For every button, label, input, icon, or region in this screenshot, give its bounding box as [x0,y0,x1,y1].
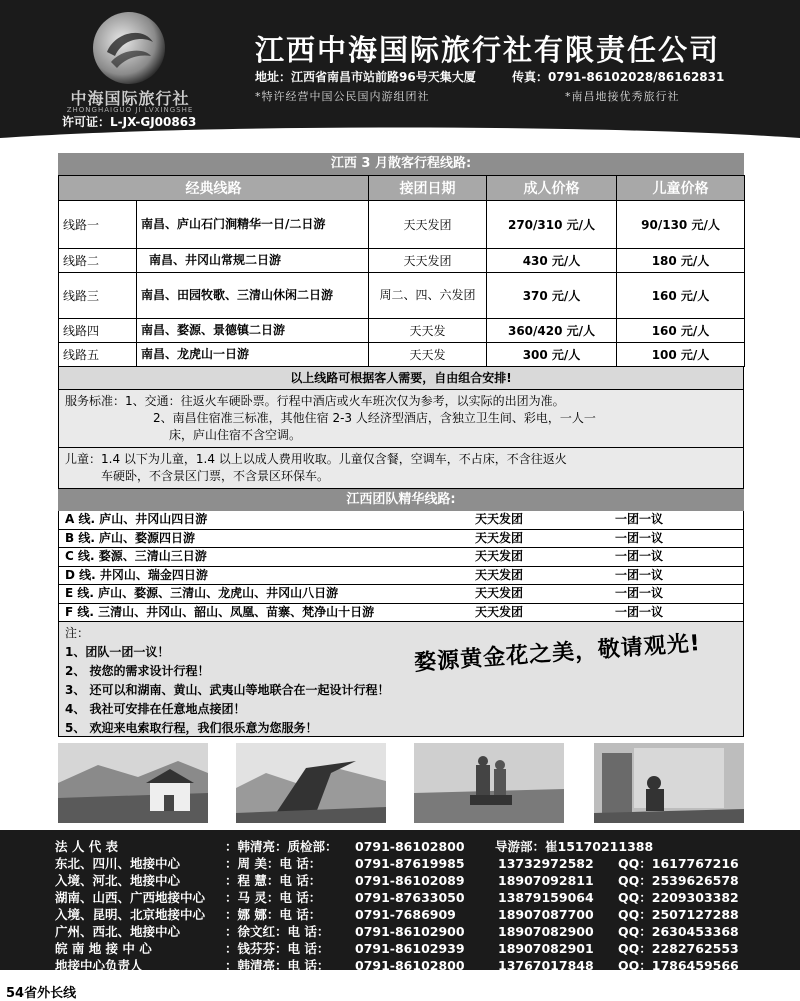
route-id: 线路一 [59,201,137,249]
note-line: 1、团队一团一议！ [65,645,170,659]
main-content [58,153,744,737]
route-id: 线路四 [59,319,137,343]
contacts-section [0,830,800,973]
contact-qq: QQ：2539626578 [618,873,739,888]
children-policy [58,448,744,489]
header-adult-price: 成人价格 [487,176,617,201]
route-child-price: 90/130 元/人 [617,201,745,249]
service-line: 服务标准：1、交通：往返火车硬卧票。行程中酒店或火车班次仅为参考，以实际的出团为准。 [65,394,565,408]
contact-label: 东北、四川、地接中心 [55,856,181,871]
contact-qq: QQ：1617767216 [618,856,739,871]
contact-label: 地接中心负责人 [55,958,143,973]
contact-label: 入境、河北、地接中心 [55,873,181,888]
contact-qq: QQ：2507127288 [618,907,739,922]
contact-name: ：娜 娜：电 话： [225,907,322,922]
combine-note: 以上线路可根据客人需要，自由组合安排! [58,367,744,390]
group-route-price: 一团一议 [615,604,664,619]
route-date: 天天发团 [369,201,487,249]
photo-monument [236,743,386,823]
contact-label: 入境、昆明、北京地接中心 [55,907,206,922]
note-line: 注： [65,626,90,640]
contact-extra: 导游部：崔15170211388 [495,839,654,854]
contact-name: ：马 灵：电 话： [225,890,322,905]
contact-name: ：周 美：电 话： [225,856,322,871]
group-route-date: 天天发团 [475,586,524,600]
table-row [59,273,745,319]
route-name: 南昌、田园牧歌、三清山休闲二日游 [137,273,369,319]
contact-label: 湖南、山西、广西地接中心 [55,890,206,905]
group-route-date: 天天发团 [475,512,524,526]
route-child-price: 160 元/人 [617,319,745,343]
contact-name: ：程 慧：电 话： [225,873,322,888]
group-route-name: D 线. 井冈山、瑞金四日游 [65,567,208,582]
photo-village [58,743,208,823]
kids-line: 车硬卧，不含景区门票，不含景区环保车。 [101,469,330,483]
group-route-date: 天天发团 [475,530,524,545]
contact-tel: 0791-87633050 [355,890,465,905]
contact-mobile: 13732972582 [498,856,594,871]
list-item [59,604,743,622]
header-classic-route: 经典线路 [59,176,369,201]
photo-statue [414,743,564,823]
contact-tel: 0791-86102900 [355,924,465,939]
company-logo [55,12,205,112]
contact-mobile: 18907092811 [498,873,594,888]
group-route-name: F 线. 三清山、井冈山、韶山、凤凰、苗寨、梵净山十日游 [65,604,375,619]
logo-emblem-icon [93,12,165,84]
service-standard [58,390,744,448]
license-number: 许可证：L-JX-GJ00863 [62,115,197,129]
group-route-date: 天天发团 [475,567,524,582]
contact-mobile: 18907087700 [498,907,594,922]
contact-tel: 0791-86102939 [355,941,465,956]
contact-qq: QQ：1786459566 [618,958,739,973]
list-item [59,585,743,604]
route-name: 南昌、龙虎山一日游 [137,343,369,367]
note-line: 2、 按您的需求设计行程！ [65,664,210,678]
contact-mobile: 13767017848 [498,958,594,973]
contact-qq: QQ：2282762553 [618,941,739,956]
logo-text: 中海国际旅行社 [70,89,190,108]
company-name: 江西中海国际旅行社有限责任公司 [255,33,721,67]
route-name: 南昌、婺源、景德镇二日游 [137,319,369,343]
routes-table [58,175,745,367]
contact-mobile: 18907082900 [498,924,594,939]
contact-name: ：韩清亮：电 话： [225,958,330,973]
route-child-price: 180 元/人 [617,249,745,273]
contact-name: ：徐文红：电 话： [225,924,330,939]
group-routes-title: 江西团队精华线路: [58,489,744,511]
route-child-price: 100 元/人 [617,343,745,367]
group-route-price: 一团一议 [615,530,664,545]
header-wave-divider [0,120,800,140]
slogan-domestic: *特许经营中国公民国内游组团社 [255,90,430,103]
route-adult-price: 360/420 元/人 [487,319,617,343]
header [0,0,800,140]
route-date: 天天发 [369,319,487,343]
contact-tel: 0791-7686909 [355,907,456,922]
routes-title: 江西 3 月散客行程线路: [58,153,744,175]
table-row [59,201,745,249]
route-id: 线路二 [59,249,137,273]
logo-subtext: ZHONGHAIGUO JI LVXINGSHE [66,106,194,114]
notes-section [58,622,744,737]
group-routes-list [58,511,744,622]
company-address: 地址：江西省南昌市站前路96号天集大厦 [255,70,476,84]
table-row [59,343,745,367]
contact-qq: QQ：2630453368 [618,924,739,939]
header-date: 接团日期 [369,176,487,201]
contact-label: 皖 南 地 接 中 心 [55,941,152,956]
slogan-local: *南昌地接优秀旅行社 [565,90,680,103]
note-line: 4、 我社可安排在任意地点接团！ [65,702,246,716]
route-child-price: 160 元/人 [617,273,745,319]
contact-mobile: 13879159064 [498,890,594,905]
routes-header-row [59,176,745,201]
route-id: 线路五 [59,343,137,367]
list-item [59,511,743,530]
kids-line: 儿童：1.4 以下为儿童，1.4 以上以成人费用收取。儿童仅含餐，空调车，不占床，不含往返火 [65,452,567,466]
note-line: 3、 还可以和湖南、黄山、武夷山等地联合在一起设计行程！ [65,683,390,697]
list-item [59,530,743,549]
group-route-date: 天天发团 [475,549,524,563]
promo-slogan: 婺源黄金花之美，敬请观光! [413,631,702,676]
company-fax: 传真：0791-86102028/86162831 [512,70,725,84]
list-item [59,567,743,586]
list-item [59,548,743,567]
group-route-name: B 线. 庐山、婺源四日游 [65,530,196,545]
route-adult-price: 430 元/人 [487,249,617,273]
group-route-price: 一团一议 [615,512,664,526]
contact-tel: 0791-86102800 [355,839,465,854]
contact-tel: 0791-86102800 [355,958,465,973]
group-route-price: 一团一议 [615,549,664,563]
table-row [59,319,745,343]
contact-tel: 0791-86102089 [355,873,465,888]
route-date: 天天发团 [369,249,487,273]
photo-strip [58,743,744,825]
service-line: 床，庐山住宿不含空调。 [169,428,302,442]
contact-qq: QQ：2209303382 [618,890,739,905]
contact-tel: 0791-87619985 [355,856,465,871]
group-route-price: 一团一议 [615,586,664,600]
contact-name: ：钱芬芬：电 话： [225,941,330,956]
group-route-date: 天天发团 [475,604,524,619]
group-route-name: A 线. 庐山、井冈山四日游 [65,512,208,526]
group-route-name: C 线. 婺源、三清山三日游 [65,549,207,563]
contact-name: ：韩清亮：质检部： [225,839,338,854]
contact-label: 法 人 代 表 [55,839,119,854]
route-adult-price: 300 元/人 [487,343,617,367]
route-name: 南昌、庐山石门涧精华一日/二日游 [137,201,369,249]
contact-mobile: 18907082901 [498,941,594,956]
contact-label: 广州、西北、地接中心 [55,924,181,939]
route-date: 周二、四、六发团 [369,273,487,319]
header-child-price: 儿童价格 [617,176,745,201]
group-route-price: 一团一议 [615,567,664,582]
route-id: 线路三 [59,273,137,319]
note-line: 5、 欢迎来电索取行程，我们很乐意为您服务！ [65,721,318,735]
route-name: 南昌、井冈山常规二日游 [137,249,369,273]
group-route-name: E 线. 庐山、婺源、三清山、龙虎山、井冈山八日游 [65,586,339,600]
photo-sculpture [594,743,744,823]
route-adult-price: 370 元/人 [487,273,617,319]
table-row [59,249,745,273]
route-adult-price: 270/310 元/人 [487,201,617,249]
service-line: 2、南昌住宿准三标准，其他住宿 2-3 人经济型酒店，含独立卫生间、彩电，一人一 [153,411,596,425]
page-footer: 54省外长线 [6,986,77,1001]
route-date: 天天发 [369,343,487,367]
